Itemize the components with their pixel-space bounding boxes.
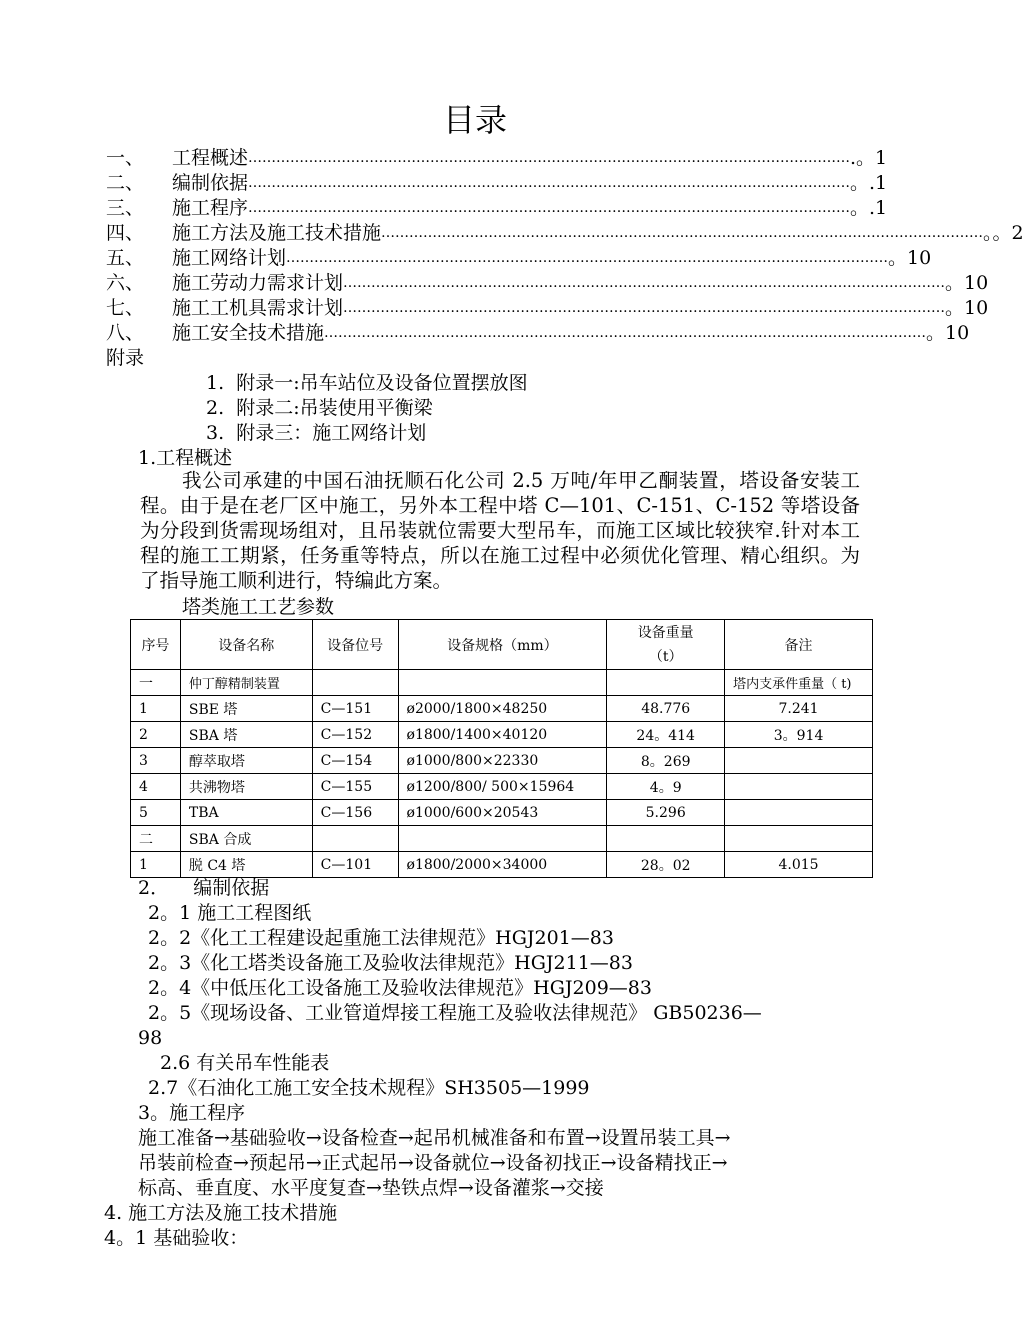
header-cell: 设备名称 [180, 620, 312, 670]
reference-item: 2。1 施工工程图纸 [148, 902, 312, 924]
toc-entry[interactable] [106, 171, 888, 196]
header-cell [607, 620, 725, 670]
table-cell: 共沸物塔 [180, 774, 312, 800]
toc-leader: ………………………………………………………………………………………………………………… [343, 300, 946, 316]
toc-number: 六、 [106, 272, 145, 294]
toc-number: 五、 [106, 247, 145, 269]
table-cell: ø1000/600×20543 [398, 800, 607, 826]
table-row [131, 852, 873, 878]
table-cell: SBE 塔 [180, 696, 312, 722]
toc-entry[interactable] [106, 296, 989, 321]
table-cell: TBA [180, 800, 312, 826]
toc-title: 施工程序 [172, 197, 249, 219]
table-cell [725, 826, 873, 852]
table-cell: 脱 C4 塔 [180, 852, 312, 878]
tower-parameters-table [130, 619, 873, 878]
section-1-heading: 1.工程概述 [138, 447, 233, 469]
appendix-item[interactable]: 3. 附录三：施工网络计划 [206, 422, 427, 444]
table-cell: 2 [131, 722, 181, 748]
table-cell [607, 826, 725, 852]
reference-item-continued: 98 [138, 1027, 163, 1049]
toc-number: 一、 [106, 147, 145, 169]
toc-entry[interactable] [106, 196, 888, 221]
reference-item: 2。3《化工塔类设备施工及验收法律规范》HGJ211—83 [148, 952, 633, 974]
toc-page-number: 。10 [945, 272, 989, 294]
table-row [131, 748, 873, 774]
toc-leader: ………………………………………………………………………………………………………………… [381, 225, 984, 241]
table-cell: 3 [131, 748, 181, 774]
table-cell [725, 774, 873, 800]
table-row [131, 696, 873, 722]
table-of-contents [106, 146, 1024, 346]
table-cell: ø1000/800×22330 [398, 748, 607, 774]
table-cell: 5 [131, 800, 181, 826]
table-cell: 48.776 [607, 696, 725, 722]
toc-entry[interactable] [106, 146, 888, 171]
table-header-row [131, 620, 873, 670]
reference-item: 2.7《石油化工施工安全技术规程》SH3505—1999 [148, 1077, 590, 1099]
table-cell: 仲丁醇精制装置 [180, 670, 312, 696]
toc-page-number: 。.1 [850, 197, 888, 219]
toc-entry[interactable] [106, 321, 970, 346]
header-cell: 备注 [725, 620, 873, 670]
toc-number: 八、 [106, 322, 145, 344]
toc-title: 工程概述 [172, 147, 249, 169]
table-cell: 7.241 [725, 696, 873, 722]
toc-page-number: 。10 [945, 297, 989, 319]
header-cell: 序号 [131, 620, 181, 670]
toc-number: 三、 [106, 197, 145, 219]
table-row [131, 774, 873, 800]
table-cell: 8。269 [607, 748, 725, 774]
table-cell: C—156 [312, 800, 398, 826]
toc-page-number: 。。2 [983, 222, 1024, 244]
table-cell: 一 [131, 670, 181, 696]
table-cell: 醇萃取塔 [180, 748, 312, 774]
table-row [131, 826, 873, 852]
section-4-heading: 4. 施工方法及施工技术措施 [104, 1202, 338, 1224]
table-cell: C—155 [312, 774, 398, 800]
toc-number: 四、 [106, 222, 145, 244]
table-cell [312, 826, 398, 852]
table-cell: 24。414 [607, 722, 725, 748]
table-cell [312, 670, 398, 696]
toc-page-number: .。1 [850, 147, 888, 169]
table-cell: 3。914 [725, 722, 873, 748]
table-row [131, 800, 873, 826]
reference-item: 2。2《化工工程建设起重施工法律规范》HGJ201—83 [148, 927, 614, 949]
table-cell: C—152 [312, 722, 398, 748]
table-cell [398, 826, 607, 852]
section-2-heading: 2． 编制依据 [138, 877, 270, 899]
toc-leader: ………………………………………………………………………………………………………………… [248, 200, 851, 216]
toc-title: 施工网络计划 [172, 247, 287, 269]
toc-leader: ………………………………………………………………………………………………………………… [343, 275, 946, 291]
table-cell: C—154 [312, 748, 398, 774]
table-cell: ø1800/1400×40120 [398, 722, 607, 748]
table-cell: ø1800/2000×34000 [398, 852, 607, 878]
table-row [131, 722, 873, 748]
reference-item: 2。5《现场设备、工业管道焊接工程施工及验收法律规范》 GB50236— [148, 1002, 762, 1024]
toc-page-number: 。10 [926, 322, 970, 344]
toc-leader: ………………………………………………………………………………………………………………… [324, 325, 927, 341]
toc-title: 施工方法及施工技术措施 [172, 222, 382, 244]
appendix-label: 附录 [106, 347, 145, 369]
section-1-paragraph: 我公司承建的中国石油抚顺石化公司 2.5 万吨/年甲乙酮装置，塔设备安装工程。由于是在老厂区中施工，另外本工程中塔 C—101、C-151、C-152 等塔设备为分段到货需现场组对，且吊装就位需要大型吊车，而施工区域比较狭窄.针对本工程的施工工期紧，任务重等特点，所以在施工过程中必须优化管理、精心组织。为了指导施工顺利进行，特编此方案。 [140, 469, 860, 592]
header-cell-text: 设备重量（t） [637, 624, 694, 665]
procedure-flow-line: 施工准备→基础验收→设备检查→起吊机械准备和布置→设置吊装工具→ [138, 1127, 731, 1149]
table-cell: C—151 [312, 696, 398, 722]
toc-title: 编制依据 [172, 172, 249, 194]
header-cell: 设备位号 [312, 620, 398, 670]
table-cell: SBA 合成 [180, 826, 312, 852]
table-cell: SBA 塔 [180, 722, 312, 748]
table-cell: 4 [131, 774, 181, 800]
table-cell: 28。02 [607, 852, 725, 878]
table-cell: ø1200/800/ 500×15964 [398, 774, 607, 800]
table-cell: 塔内支承件重量（ t) [725, 670, 873, 696]
page-title: 目录 [442, 101, 507, 139]
toc-page-number: 。.1 [850, 172, 888, 194]
appendix-item[interactable]: 2. 附录二:吊装使用平衡梁 [206, 397, 433, 419]
toc-title: 施工劳动力需求计划 [172, 272, 344, 294]
section-4-1-heading: 4。1 基础验收： [104, 1227, 249, 1249]
toc-leader: ………………………………………………………………………………………………………………… [248, 150, 851, 166]
table-cell [725, 800, 873, 826]
procedure-flow-line: 标高、垂直度、水平度复查→垫铁点焊→设备灌浆→交接 [138, 1177, 604, 1199]
toc-title: 施工安全技术措施 [172, 322, 325, 344]
table-cell: 4.015 [725, 852, 873, 878]
toc-leader: ………………………………………………………………………………………………………………… [248, 175, 851, 191]
toc-entry[interactable] [106, 221, 1024, 246]
reference-item: 2.6 有关吊车性能表 [160, 1052, 330, 1074]
table-cell [607, 670, 725, 696]
procedure-flow-line: 吊装前检查→预起吊→正式起吊→设备就位→设备初找正→设备精找正→ [138, 1152, 728, 1174]
table-cell: 1 [131, 852, 181, 878]
table-cell: C—101 [312, 852, 398, 878]
toc-entry[interactable] [106, 246, 932, 271]
section-3-heading: 3。施工程序 [138, 1102, 246, 1124]
table-cell: 5.296 [607, 800, 725, 826]
table-row [131, 670, 873, 696]
table-cell: 二 [131, 826, 181, 852]
table-cell: ø2000/1800×48250 [398, 696, 607, 722]
toc-page-number: 。10 [888, 247, 932, 269]
toc-title: 施工工机具需求计划 [172, 297, 344, 319]
table-cell: 1 [131, 696, 181, 722]
toc-number: 七、 [106, 297, 145, 319]
table-cell: 4。9 [607, 774, 725, 800]
table-cell [725, 748, 873, 774]
table-cell [398, 670, 607, 696]
appendix-item[interactable]: 1. 附录一:吊车站位及设备位置摆放图 [206, 372, 528, 394]
header-cell: 设备规格（mm） [398, 620, 607, 670]
toc-number: 二、 [106, 172, 145, 194]
table-caption: 塔类施工工艺参数 [182, 596, 335, 618]
reference-item: 2。4《中低压化工设备施工及验收法律规范》HGJ209—83 [148, 977, 652, 999]
toc-leader: ………………………………………………………………………………………………………………… [286, 250, 889, 266]
toc-entry[interactable] [106, 271, 989, 296]
